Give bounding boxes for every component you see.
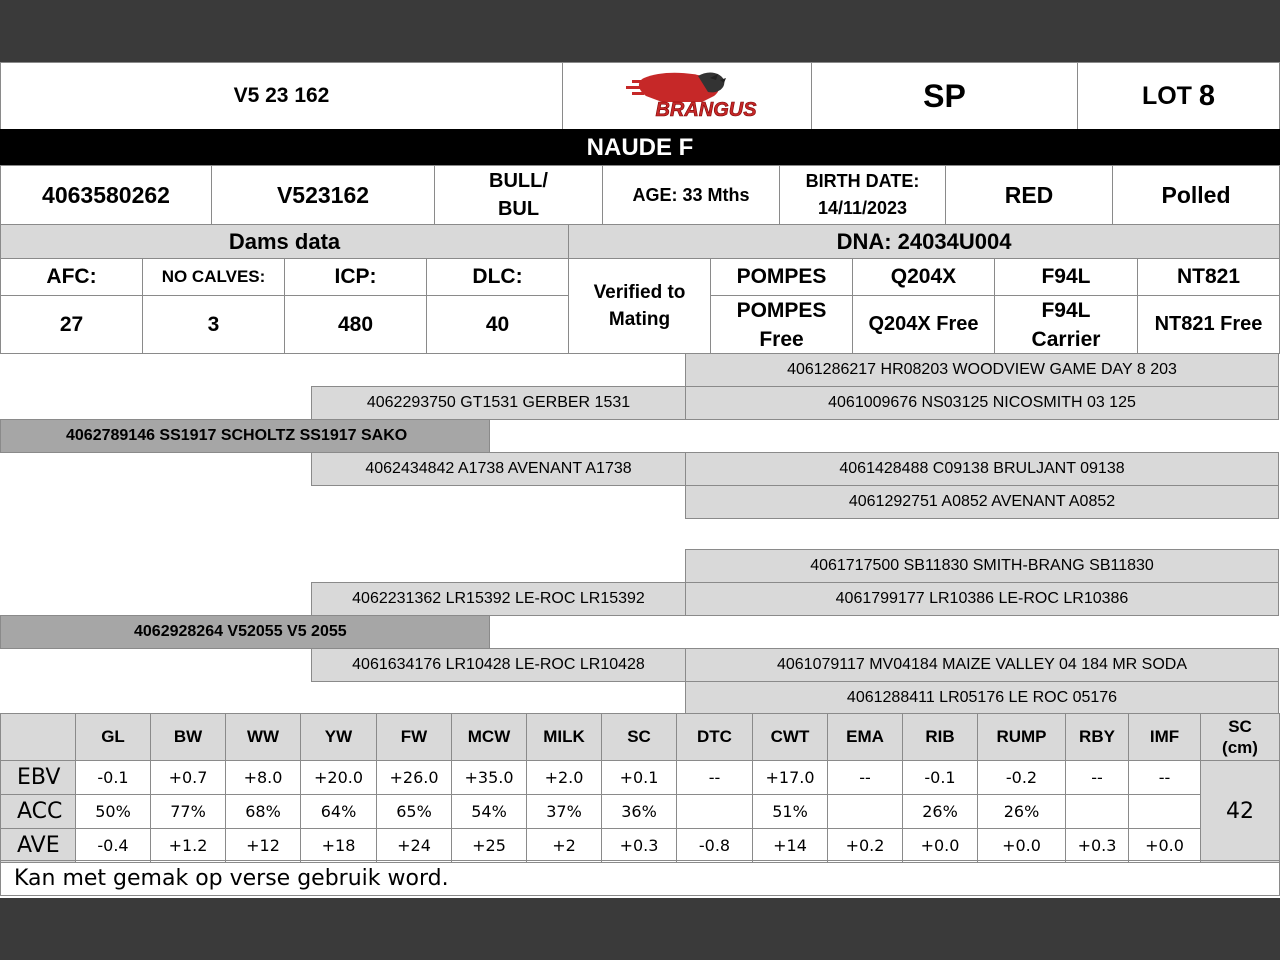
brangus-logo-icon [602, 68, 772, 124]
ebv-cell: -0.1 [902, 760, 978, 795]
sc-header-2: (cm) [1222, 738, 1258, 757]
ebv-header-rib: RIB [902, 713, 978, 761]
pedigree-sire-sire: 4062293750 GT1531 GERBER 1531 [311, 386, 686, 420]
ebv-cell: +14 [752, 828, 828, 863]
pedigree-sire-dam-sire: 4061428488 C09138 BRULJANT 09138 [685, 452, 1279, 486]
dna-result-f94l [994, 295, 1138, 354]
ebv-cell: 26% [977, 794, 1066, 829]
ebv-cell: +25 [451, 828, 527, 863]
dna-test-pompes: POMPES [710, 258, 853, 296]
ebv-header-ww: WW [225, 713, 301, 761]
ebv-header-ema: EMA [827, 713, 903, 761]
lot-word: LOT [1141, 81, 1192, 110]
brangus-logo [562, 62, 812, 130]
ebv-cell: +0.0 [977, 828, 1066, 863]
no-calves-header: NO CALVES: [142, 258, 285, 296]
ebv-cell: +0.1 [601, 760, 677, 795]
dna-title: DNA: 24034U004 [568, 224, 1280, 259]
sc-cm-value: 42 [1200, 760, 1280, 863]
dna-result-pompes [710, 295, 853, 354]
ebv-cell [1065, 794, 1129, 829]
dna-test-f94l: F94L [994, 258, 1138, 296]
ebv-header-gl: GL [75, 713, 151, 761]
ebv-cell: -- [676, 760, 753, 795]
ebv-cell: -0.2 [977, 760, 1066, 795]
verified-line-1: Verified to [593, 282, 686, 303]
ebv-cell: -- [1128, 760, 1201, 795]
dna-test-nt821: NT821 [1137, 258, 1280, 296]
lot-number: 8 [1198, 79, 1216, 112]
ebv-cell: +20.0 [300, 760, 377, 795]
birth-date-label: BIRTH DATE: [805, 171, 920, 191]
dna-result-pompes-2: Free [759, 327, 804, 351]
ebv-header-sc-cm [1200, 713, 1280, 761]
ebv-cell: 77% [150, 794, 226, 829]
horn-status: Polled [1112, 165, 1280, 225]
ebv-header-blank [0, 713, 76, 761]
ebv-cell [827, 794, 903, 829]
pedigree-sire-sire-dam: 4061009676 NS03125 NICOSMITH 03 125 [685, 386, 1279, 420]
ebv-cell [1128, 794, 1201, 829]
pedigree-dam-dam: 4061634176 LR10428 LE-ROC LR10428 [311, 648, 686, 682]
icp-header: ICP: [284, 258, 427, 296]
birth-date-field [779, 165, 946, 225]
ebv-cell: +18 [300, 828, 377, 863]
pedigree-dam-sire: 4062231362 LR15392 LE-ROC LR15392 [311, 582, 686, 616]
ebv-cell: +8.0 [225, 760, 301, 795]
ebv-row-label-ave: AVE [0, 828, 76, 863]
icp-value: 480 [284, 295, 427, 354]
ebv-cell: -0.1 [75, 760, 151, 795]
ebv-cell: 36% [601, 794, 677, 829]
grade-label: SP [811, 62, 1078, 130]
logo-text: BRANGUS [655, 99, 757, 121]
ebv-header-imf: IMF [1128, 713, 1201, 761]
ebv-header-fw: FW [376, 713, 452, 761]
ebv-cell: +1.2 [150, 828, 226, 863]
ebv-cell: +2.0 [526, 760, 602, 795]
comment-text: Kan met gemak op verse gebruik word. [0, 860, 1280, 896]
birth-date-value: 14/11/2023 [817, 198, 908, 218]
ebv-header-cwt: CWT [752, 713, 828, 761]
ebv-cell: +0.0 [1128, 828, 1201, 863]
ebv-row-label-ebv: EBV [0, 760, 76, 795]
bottom-dark-band [0, 898, 1280, 960]
pedigree-sire-dam: 4062434842 A1738 AVENANT A1738 [311, 452, 686, 486]
ebv-header-milk: MILK [526, 713, 602, 761]
owner-name: NAUDE F [0, 129, 1280, 166]
pedigree-dam-sire-sire: 4061717500 SB11830 SMITH-BRANG SB11830 [685, 549, 1279, 583]
dams-data-title: Dams data [0, 224, 569, 259]
ebv-cell: +0.2 [827, 828, 903, 863]
ebv-cell: 68% [225, 794, 301, 829]
dlc-header: DLC: [426, 258, 569, 296]
animal-id-header: V5 23 162 [0, 62, 563, 130]
afc-header: AFC: [0, 258, 143, 296]
dna-test-q204x: Q204X [852, 258, 995, 296]
pedigree-dam: 4062928264 V52055 V5 2055 [0, 615, 490, 649]
pedigree-sire-sire-sire: 4061286217 HR08203 WOODVIEW GAME DAY 8 203 [685, 353, 1279, 387]
ebv-cell: 51% [752, 794, 828, 829]
dna-result-nt821: NT821 Free [1137, 295, 1280, 354]
dna-result-f94l-2: Carrier [1031, 327, 1101, 351]
ebv-cell: +0.0 [902, 828, 978, 863]
pedigree-dam-sire-dam: 4061799177 LR10386 LE-ROC LR10386 [685, 582, 1279, 616]
ebv-cell: +26.0 [376, 760, 452, 795]
ebv-cell: +0.3 [601, 828, 677, 863]
ebv-cell: 65% [376, 794, 452, 829]
colour-field: RED [945, 165, 1113, 225]
ebv-cell: -- [1065, 760, 1129, 795]
age-field: AGE: 33 Mths [602, 165, 780, 225]
registration-number: 4063580262 [0, 165, 212, 225]
verified-to-mating [568, 258, 711, 354]
ebv-row-label-acc: ACC [0, 794, 76, 829]
dna-result-f94l-1: F94L [1041, 298, 1091, 322]
sex-field [434, 165, 603, 225]
ebv-header-yw: YW [300, 713, 377, 761]
ebv-cell: -0.8 [676, 828, 753, 863]
dna-result-q204x: Q204X Free [852, 295, 995, 354]
tag-number: V523162 [211, 165, 435, 225]
lot-sheet [0, 62, 1280, 898]
ebv-cell: +24 [376, 828, 452, 863]
ebv-cell: +35.0 [451, 760, 527, 795]
ebv-cell: +2 [526, 828, 602, 863]
ebv-cell: -0.4 [75, 828, 151, 863]
ebv-header-rump: RUMP [977, 713, 1066, 761]
dlc-value: 40 [426, 295, 569, 354]
ebv-cell: 26% [902, 794, 978, 829]
sex-line-1: BULL/ [489, 170, 548, 192]
ebv-cell: +0.7 [150, 760, 226, 795]
pedigree-sire-dam-dam: 4061292751 A0852 AVENANT A0852 [685, 485, 1279, 519]
sex-line-2: BUL [497, 198, 540, 220]
ebv-header-bw: BW [150, 713, 226, 761]
ebv-header-dtc: DTC [676, 713, 753, 761]
verified-line-2: Mating [608, 309, 671, 330]
sc-header-1: SC [1228, 717, 1252, 736]
dna-result-pompes-1: POMPES [736, 298, 827, 322]
ebv-cell [676, 794, 753, 829]
ebv-cell: 50% [75, 794, 151, 829]
afc-value: 27 [0, 295, 143, 354]
ebv-cell: +12 [225, 828, 301, 863]
pedigree-dam-dam-dam: 4061288411 LR05176 LE ROC 05176 [685, 681, 1279, 715]
lot-label [1077, 62, 1280, 130]
ebv-cell: 37% [526, 794, 602, 829]
ebv-cell: 54% [451, 794, 527, 829]
ebv-cell: 64% [300, 794, 377, 829]
pedigree-sire: 4062789146 SS1917 SCHOLTZ SS1917 SAKO [0, 419, 490, 453]
ebv-header-rby: RBY [1065, 713, 1129, 761]
ebv-cell: +0.3 [1065, 828, 1129, 863]
pedigree-dam-dam-sire: 4061079117 MV04184 MAIZE VALLEY 04 184 MR SODA [685, 648, 1279, 682]
ebv-cell: +17.0 [752, 760, 828, 795]
ebv-header-mcw: MCW [451, 713, 527, 761]
no-calves-value: 3 [142, 295, 285, 354]
ebv-header-sc: SC [601, 713, 677, 761]
top-dark-band [0, 0, 1280, 62]
ebv-cell: -- [827, 760, 903, 795]
